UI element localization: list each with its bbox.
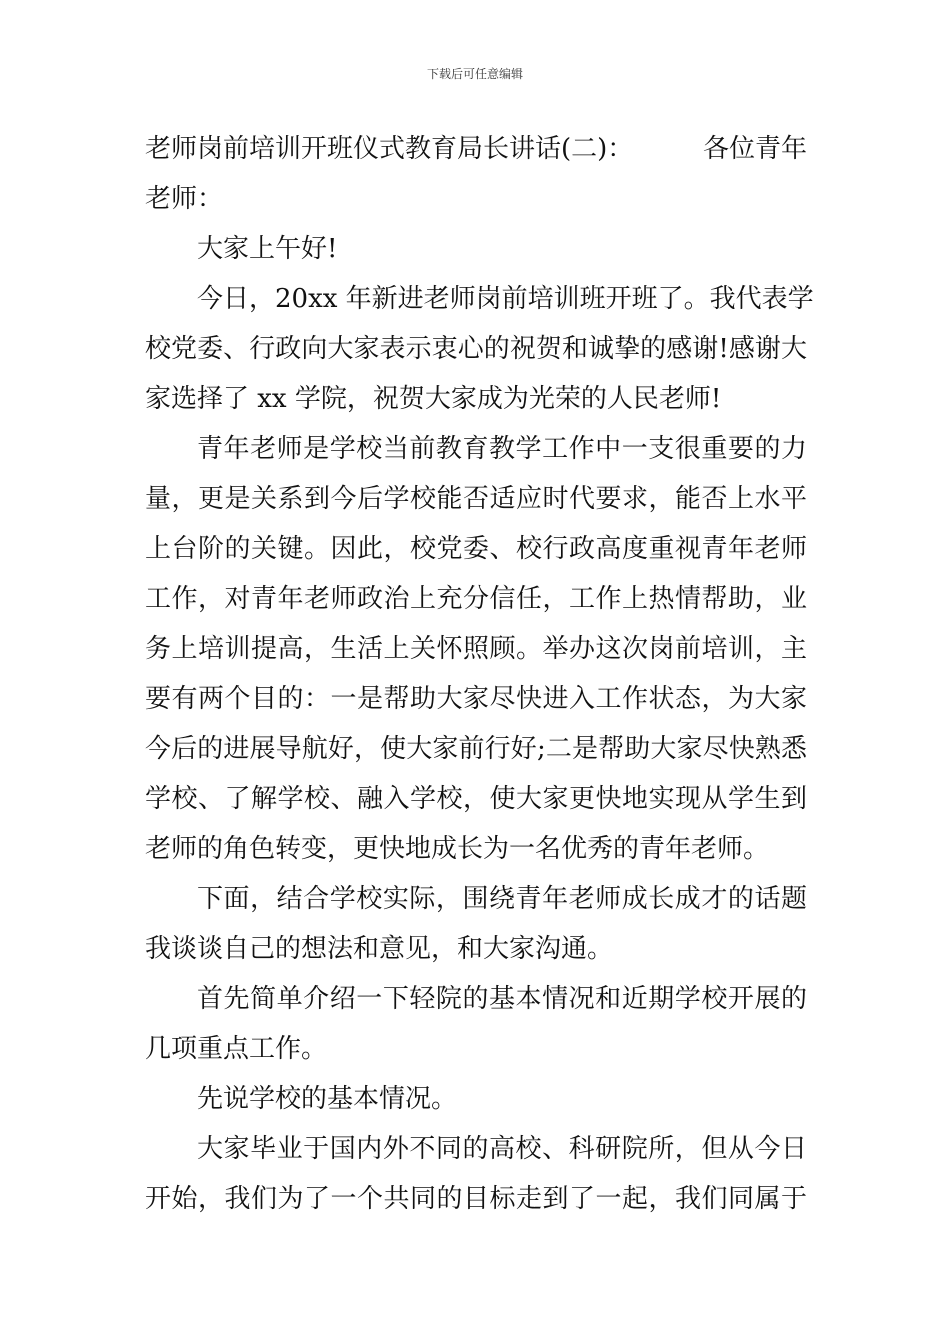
paragraph-line: 要有两个目的：一是帮助大家尽快进入工作状态，为大家 <box>145 684 807 714</box>
salutation-continuation: 老师： <box>145 184 224 214</box>
paragraph <box>145 874 807 974</box>
paragraph <box>145 274 814 424</box>
paragraph <box>145 224 807 274</box>
paragraph-line: 老师的角色转变，更快地成长为一名优秀的青年老师。 <box>145 834 770 864</box>
paragraph-line: 大家毕业于国内外不同的高校、科研院所，但从今日 <box>197 1134 807 1164</box>
paragraph-line: 量，更是关系到今后学校能否适应时代要求，能否上水平 <box>145 484 807 514</box>
salutation: 各位青年 <box>702 134 807 164</box>
paragraph-line: 今后的进展导航好，使大家前行好;二是帮助大家尽快熟悉 <box>145 734 807 764</box>
paragraph-line: 几项重点工作。 <box>145 1034 328 1064</box>
paragraph-line: 校党委、行政向大家表示衷心的祝贺和诚挚的感谢!感谢大 <box>145 334 807 364</box>
paragraph-line: 大家上午好! <box>197 234 338 264</box>
paragraph-line: 上台阶的关键。因此，校党委、校行政高度重视青年老师 <box>145 534 807 564</box>
paragraph <box>145 1124 807 1224</box>
paragraph-line: 家选择了 xx 学院，祝贺大家成为光荣的人民老师! <box>145 384 722 414</box>
paragraph <box>145 974 807 1074</box>
paragraph-line: 工作，对青年老师政治上充分信任，工作上热情帮助，业 <box>145 584 807 614</box>
document-title: 老师岗前培训开班仪式教育局长讲话(二)： <box>145 134 634 164</box>
page-header: 下载后可任意编辑 <box>426 67 523 81</box>
document-body <box>145 124 814 1224</box>
document-title-line <box>145 124 807 174</box>
paragraph <box>145 1074 807 1124</box>
paragraph-line: 下面，结合学校实际，围绕青年老师成长成才的话题 <box>197 884 807 914</box>
paragraph-line: 青年老师是学校当前教育教学工作中一支很重要的力 <box>197 434 807 464</box>
paragraph-line: 首先简单介绍一下轻院的基本情况和近期学校开展的 <box>197 984 807 1014</box>
paragraph-line: 先说学校的基本情况。 <box>197 1084 458 1114</box>
paragraph-line: 学校、了解学校、融入学校，使大家更快地实现从学生到 <box>145 784 807 814</box>
paragraph-line: 我谈谈自己的想法和意见，和大家沟通。 <box>145 934 614 964</box>
paragraph-line: 今日，20xx 年新进老师岗前培训班开班了。我代表学 <box>197 284 814 314</box>
paragraph-line: 务上培训提高，生活上关怀照顾。举办这次岗前培训，主 <box>145 634 807 664</box>
paragraph-line: 开始，我们为了一个共同的目标走到了一起，我们同属于 <box>145 1184 807 1214</box>
paragraph <box>145 424 807 874</box>
